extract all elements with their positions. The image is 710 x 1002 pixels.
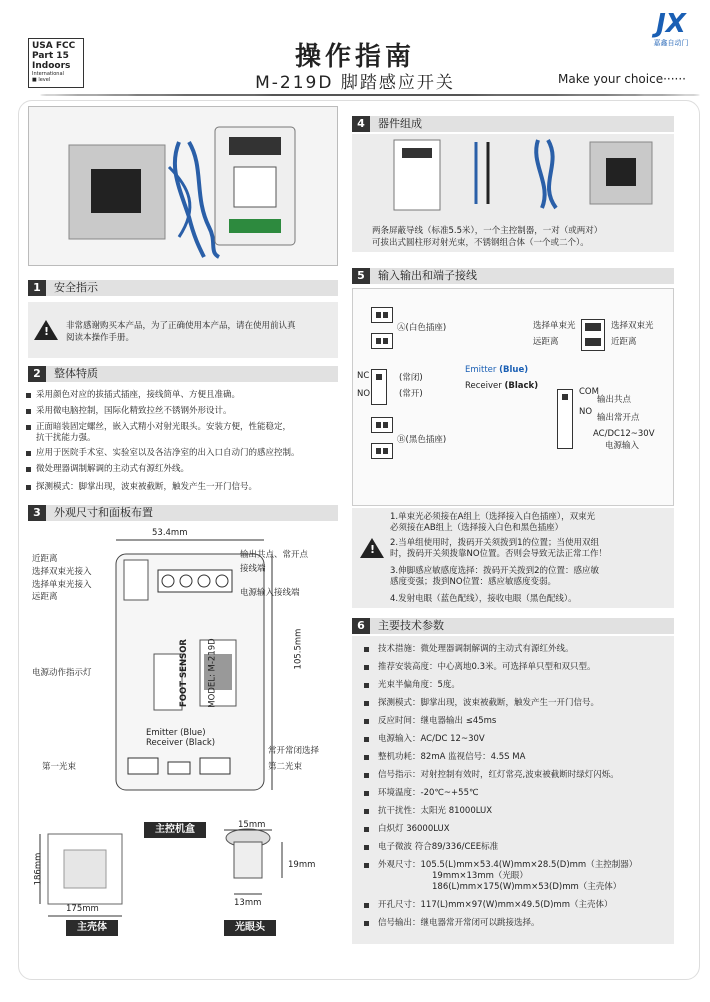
- tag-eye: 光眼头: [224, 920, 276, 936]
- section-number: 4: [352, 116, 370, 132]
- width-dimension: 53.4mm: [152, 528, 188, 538]
- spec-item: 技术措施：微处理器调制解调的主动式有源红外线。: [378, 644, 574, 654]
- section-label: 外观尺寸和面板布置: [54, 506, 153, 519]
- socket-a-label: Ⓐ(白色插座): [397, 323, 447, 333]
- spec-item: 推荐安装高度：中心离地0.3米。可选择单只型和双只型。: [378, 662, 596, 672]
- shell-width: 175mm: [66, 904, 99, 914]
- section-label: 安全指示: [54, 281, 98, 294]
- product-photo: [28, 106, 338, 266]
- no-desc: (常开): [399, 389, 423, 399]
- fcc-line: USA FCC: [32, 41, 76, 51]
- eye-bottom: 13mm: [234, 898, 262, 908]
- dip-switch: [581, 319, 605, 351]
- spec-item: 反应时间：继电器输出 ≤45ms: [378, 716, 497, 726]
- callout-single: 选择单束光接入: [32, 580, 92, 590]
- notes-box: [352, 508, 674, 608]
- logo-text: 嘉鑫自动门: [653, 39, 689, 47]
- section-label: 整体特质: [54, 367, 98, 380]
- near-label: 近距离: [611, 337, 637, 347]
- note-line: 必须接在AB组上（选择接入白色和黑色插座）: [390, 523, 564, 533]
- callout-near: 近距离: [32, 554, 58, 564]
- callout-beam2: 第二光束: [268, 762, 303, 772]
- spec-item-cont: 19mm×13mm（光眼）: [432, 871, 528, 881]
- board-label: Emitter (Blue): [146, 728, 206, 738]
- page-title: 操作指南: [294, 42, 415, 72]
- page-subtitle: M-219D 脚踏感应开关: [255, 73, 455, 93]
- emitter-label: Emitter (Blue): [465, 365, 529, 375]
- warning-icon: !: [34, 320, 58, 340]
- tagline: Make your choice······: [558, 72, 686, 86]
- fcc-line: Indoors: [32, 61, 71, 71]
- section-number: 1: [28, 280, 46, 296]
- spec-item: 抗干扰性：太阳光 81000LUX: [378, 806, 493, 816]
- section-number: 3: [28, 505, 46, 521]
- feature-item-cont: 抗干扰能力强。: [36, 433, 96, 443]
- spec-item: 信号指示：对射控制有效时，红灯常亮,波束被截断时绿灯闪烁。: [378, 770, 619, 780]
- logo-mark: JX: [656, 9, 686, 39]
- spec-item: 电源输入：AC/DC 12~30V: [378, 734, 485, 744]
- spec-item: 光束半偏角度：5度。: [378, 680, 460, 690]
- callout-led: 电源动作指示灯: [32, 668, 92, 678]
- feature-item: 采用颜色对应的拔插式插座，接线简单、方便且准确。: [36, 390, 241, 400]
- note-line: 感度变强；拨到NO位置：感应敏感度变弱。: [390, 577, 557, 587]
- warning-icon: !: [360, 538, 384, 558]
- fcc-line: Part 15: [32, 51, 69, 61]
- section-label: 器件组成: [378, 117, 422, 130]
- safety-text: 非常感谢购买本产品，为了正确使用本产品，请在使用前认真: [66, 321, 296, 331]
- section-number: 5: [352, 268, 370, 284]
- components-text: 两条屏蔽导线（标准5.5米），一个主控制器，一对（或两对）: [372, 226, 603, 236]
- socket-b-label: Ⓑ(黑色插座): [397, 435, 447, 445]
- feature-item: 微处理器调制解调的主动式有源红外线。: [36, 464, 190, 474]
- section-number: 6: [352, 618, 370, 634]
- spec-item: 环境温度：-20℃~+55℃: [378, 788, 479, 798]
- eye-height: 19mm: [288, 860, 316, 870]
- spec-item: 外观尺寸：105.5(L)mm×53.4(W)mm×28.5(D)mm（主控制器）: [378, 860, 638, 870]
- spec-item-cont: 186(L)mm×175(W)mm×53(D)mm（主壳体）: [432, 882, 622, 892]
- section-1-header: [28, 280, 338, 296]
- callout-double: 选择双束光接入: [32, 567, 92, 577]
- tag-main-box: 主控机盒: [144, 822, 206, 838]
- com-desc: 输出共点: [597, 395, 632, 405]
- header-rule: [40, 94, 700, 96]
- feature-item: 采用微电脑控制，国际化精致拉丝不锈钢外形设计。: [36, 406, 232, 416]
- spec-item: 电子微波 符合89/336/CEE标准: [378, 842, 499, 852]
- note-line: 1.单束光必须接在A组上（选择接入白色插座），双束光: [390, 512, 596, 522]
- no-out-desc: 输出常开点: [597, 413, 640, 423]
- board-label: Receiver (Black): [146, 738, 216, 748]
- spec-item: 整机功耗：82mA 监视信号：4.5S MA: [378, 752, 526, 762]
- no-out-label: NO: [579, 407, 593, 417]
- single-beam-label: 选择单束光: [533, 321, 576, 331]
- feature-item: 正面暗装固定螺丝，嵌入式精小对射光眼头。安装方便，性能稳定，: [36, 422, 292, 432]
- wiring-diagram: [352, 288, 674, 506]
- socket-a2: [371, 333, 393, 349]
- components-text: 可拔出式圆柱形对射光束，不锈钢组合体（一个或二个）。: [372, 238, 589, 248]
- fcc-small: International: [32, 71, 64, 77]
- spec-item: 信号输出：继电器常开常闭可以跳接选择。: [378, 918, 540, 928]
- far-label: 远距离: [533, 337, 559, 347]
- section-6-header: [352, 618, 674, 634]
- section-label: 主要技术参数: [378, 619, 444, 632]
- components-box: [352, 134, 674, 252]
- no-label: NO: [357, 389, 371, 399]
- board-label: FOOT SENSOR: [178, 639, 189, 707]
- components-illustration: [352, 134, 674, 218]
- nc-desc: (常闭): [399, 373, 423, 383]
- shell-height: 186mm: [33, 852, 44, 886]
- callout-far: 远距离: [32, 592, 58, 602]
- terminal-block: [557, 389, 573, 449]
- callout-terminal: 接线端: [240, 564, 266, 574]
- section-2-header: [28, 366, 338, 382]
- feature-item: 应用于医院手术室、实验室以及各洁净室的出入口自动门的感应控制。: [36, 448, 300, 458]
- section-3-header: [28, 505, 338, 521]
- note-line: 3.伸脚感应敏感度选择：拨码开关拨到2的位置：感应敏: [390, 566, 600, 576]
- height-dimension: 105.5mm: [293, 628, 304, 670]
- socket-b2: [371, 443, 393, 459]
- section-number: 2: [28, 366, 46, 382]
- callout-beam1: 第一光束: [42, 762, 77, 772]
- fcc-small: ■ level: [32, 77, 51, 83]
- safety-box: [28, 302, 338, 358]
- socket-b1: [371, 417, 393, 433]
- section-5-header: [352, 268, 674, 284]
- tag-shell: 主壳体: [66, 920, 118, 936]
- com-label: COM: [579, 387, 599, 397]
- feature-item: 探测模式：脚掌出现，波束被截断，触发产生一开门信号。: [36, 482, 258, 492]
- spec-item: 探测模式：脚掌出现，波束被截断，触发产生一开门信号。: [378, 698, 600, 708]
- safety-text: 阅读本操作手册。: [66, 333, 135, 343]
- note-line: 4.发射电眼（蓝色配线），接收电眼（黑色配线）。: [390, 594, 577, 604]
- section-4-header: [352, 116, 674, 132]
- brand-logo: [648, 10, 694, 48]
- nc-no-jumper: [371, 369, 387, 405]
- callout-nc-no: 常开常闭选择: [268, 746, 320, 756]
- eye-top: 15mm: [238, 820, 266, 830]
- double-beam-label: 选择双束光: [611, 321, 654, 331]
- board-label: MODEL: M-219D: [207, 638, 218, 708]
- note-line: 2.当单组使用时，拨码开关须拨到1的位置；当使用双组: [390, 538, 600, 548]
- spec-item: 白炽灯 36000LUX: [378, 824, 450, 834]
- nc-label: NC: [357, 371, 370, 381]
- dimension-diagram: [28, 524, 344, 944]
- socket-a1: [371, 307, 393, 323]
- note-line: 时，拨码开关须拨靠NO位置。否则会导致无法正常工作！: [390, 549, 608, 559]
- power-desc: 电源输入: [605, 441, 640, 451]
- power-label: AC/DC12~30V: [593, 429, 655, 439]
- spec-item: 开孔尺寸：117(L)mm×97(W)mm×49.5(D)mm（主壳体）: [378, 900, 613, 910]
- receiver-label: Receiver (Black): [465, 381, 539, 391]
- section-label: 输入输出和端子接线: [378, 269, 477, 282]
- product-illustration: [29, 107, 339, 267]
- callout-power-in: 电源输入接线端: [240, 588, 300, 598]
- callout-output: 输出共点、常开点: [240, 550, 309, 560]
